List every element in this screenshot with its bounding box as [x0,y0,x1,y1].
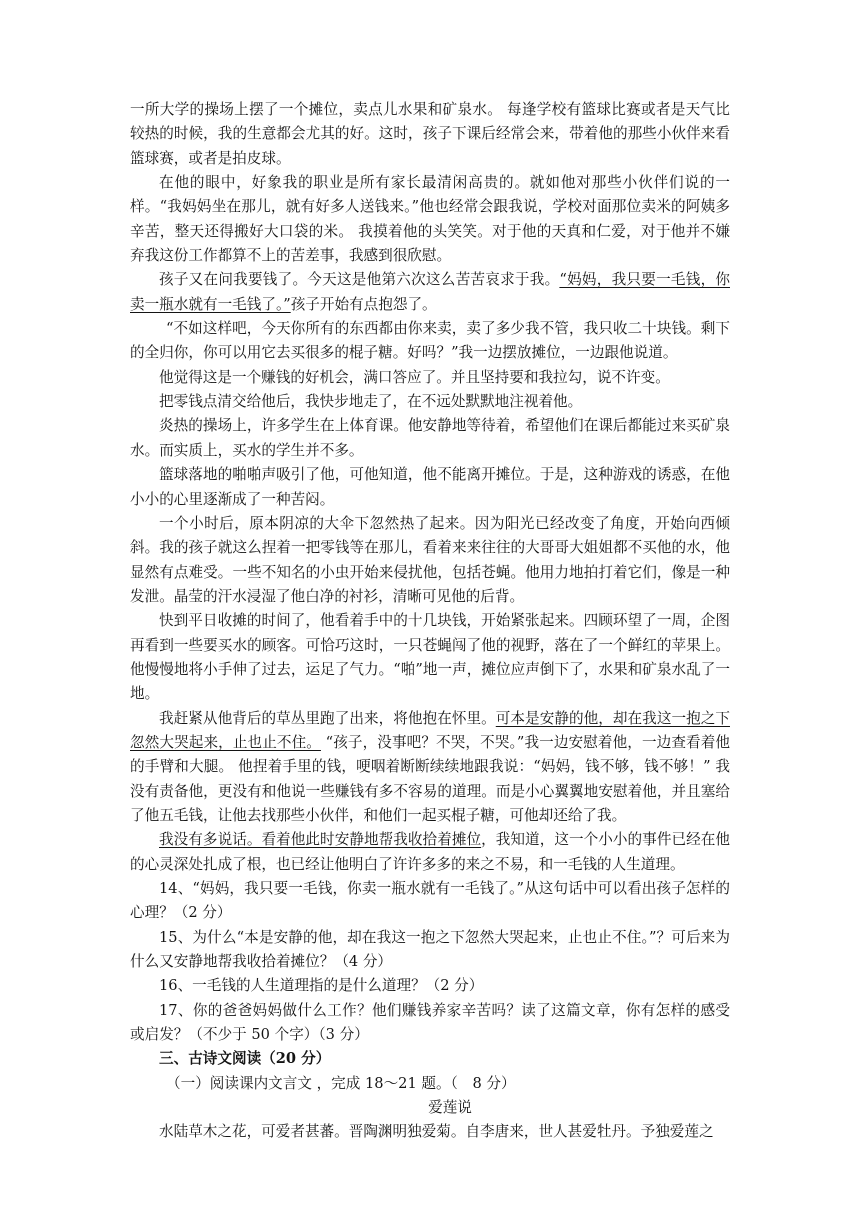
paragraph-3-tail: 孩子开始有点抱怨了。 [290,295,437,313]
paragraph-3 [130,268,730,317]
paragraph-10: 快到平日收摊的时间了，他看着手中的十几块钱，开始紧张起来。四顾环望了一周，企图再看到一些要买水的顾客。可恰巧这时，一只苍蝇闯了他的视野，落在了一个鲜红的苹果上。 他慢慢地将小手伸了过去，运足了气力。“啪”地一声，摊位应声倒下了，水果和矿泉水乱了一地。 [130,612,730,703]
paragraph-11 [130,707,730,829]
paragraph-11-text: 我赶紧从他背后的草丛里跑了出来，将他抱在怀里。 [159,709,496,727]
paragraph-7: 炎热的操场上，许多学生在上体育课。他安静地等待着，希望他们在课后都能过来买矿泉水。而实质上，买水的学生并不多。 [130,417,730,459]
section-3-heading: 三、古诗文阅读（20 分） [159,1050,331,1068]
paragraph-6: 把零钱点清交给他后，我快步地走了，在不远处默默地注视着他。 [159,393,583,411]
paragraph-8: 篮球落地的啪啪声吸引了他，可他知道，他不能离开摊位。于是，这种游戏的诱惑，在他小小的心里逐渐成了一种苦闷。 [130,466,730,508]
poem-title: 爱莲说 [428,1099,472,1117]
question-14: 14、“妈妈，我只要一毛钱，你卖一瓶水就有一毛钱了。”从这句话中可以看出孩子怎样的心理？（2 分） [130,880,730,922]
underlined-quote-3: 我没有多说话。看着他此时安静地帮我收拾着摊位 [159,831,482,849]
paragraph-12-tail: ，我知道，这一个小小的事件已经在他的心灵深处扎成了根，也已经让他明白了许许多多的来之不易，和一毛钱的人生道理。 [130,831,730,873]
document-page [130,98,730,1145]
question-15: 15、为什么“本是安静的他，却在我这一抱之下忽然大哭起来，止也止不住。”？可后来为什么又安静地帮我收拾着摊位？（4 分） [130,928,730,971]
paragraph-4: “不如这样吧，今天你所有的东西都由你来卖，卖了多少我不管，我只收二十块钱。剩下的全归你，你可以用它去买很多的棍子糖。好吗？”我一边摆放摊位，一边跟他说道。 [130,320,730,362]
paragraph-11-tail: “孩子，没事吧？不哭，不哭。”我一边安慰着他，一边查看着他的手臂和大腿。 他捏着手里的钱，哽咽着断断续续地跟我说：“妈妈，钱不够，钱不够！” 我没有责备他，更没有和他说一些赚钱有多不容易的道理。而是小心翼翼地安慰着他，并且塞给了他五毛钱，让他去找那些小伙伴，和他们一起买棍子糖，可他却还给了我。 [130,733,730,824]
paragraph-3-text: 孩子又在问我要钱了。今天这是他第六次这么苦苦哀求于我。 [159,271,560,289]
paragraph-12 [130,828,730,877]
underlined-quote-2: 可本是安静的他，却在我这一抱之下忽然大哭起来，止也止不住。 [130,709,730,751]
paragraph-1: 一所大学的操场上摆了一个摊位，卖点儿水果和矿泉水。 每逢学校有篮球比赛或者是天气比较热的时候，我的生意都会尤其的好。这时，孩子下课后经常会来，带着他的那些小伙伴来看篮球赛，或者是拍皮球。 [130,101,730,167]
classical-text: 水陆草木之花，可爱者甚蕃。晋陶渊明独爱菊。自李唐来，世人甚爱牡丹。予独爱莲之 [159,1123,714,1141]
question-16: 16、一毛钱的人生道理指的是什么道理？（2 分） [159,977,484,995]
question-17: 17、你的爸爸妈妈做什么工作？他们赚钱养家辛苦吗？读了这篇文章，你有怎样的感受或启发？（不少于 50 个字）（3 分） [130,1001,730,1044]
paragraph-5: 他觉得这是一个赚钱的好机会，满口答应了。并且坚持要和我拉勾，说不许变。 [159,368,670,386]
paragraph-2: 在他的眼中，好象我的职业是所有家长最清闲高贵的。就如他对那些小伙伴们说的一样。“我妈妈坐在那儿，就有好多人送钱来。”他也经常会跟我说，学校对面那位卖米的阿姨多辛苦，整天还得搬好大口袋的米。 我摸着他的头笑笑。对于他的天真和仁爱，对于他并不嫌弃我这份工作都算不上的苦差事，我感到很欣慰。 [130,174,730,265]
paragraph-9: 一个小时后，原本阴凉的大伞下忽然热了起来。因为阳光已经改变了角度，开始向西倾斜。我的孩子就这么捏着一把零钱等在那儿，看着来来往往的大哥哥大姐姐都不买他的水，他显然有点难受。一些不知名的小虫开始来侵扰他，包括苍蝇。他用力地拍打着它们，像是一种发泄。晶莹的汗水浸湿了他白净的衬衫，清晰可见他的后背。 [130,514,730,605]
section-3-subheading: （一）阅读课内文言文 ，完成 18～21 题。（ 8 分） [166,1074,516,1092]
underlined-quote-1: “妈妈，我只要一毛钱，你卖一瓶水就有一毛钱了。” [130,271,730,313]
